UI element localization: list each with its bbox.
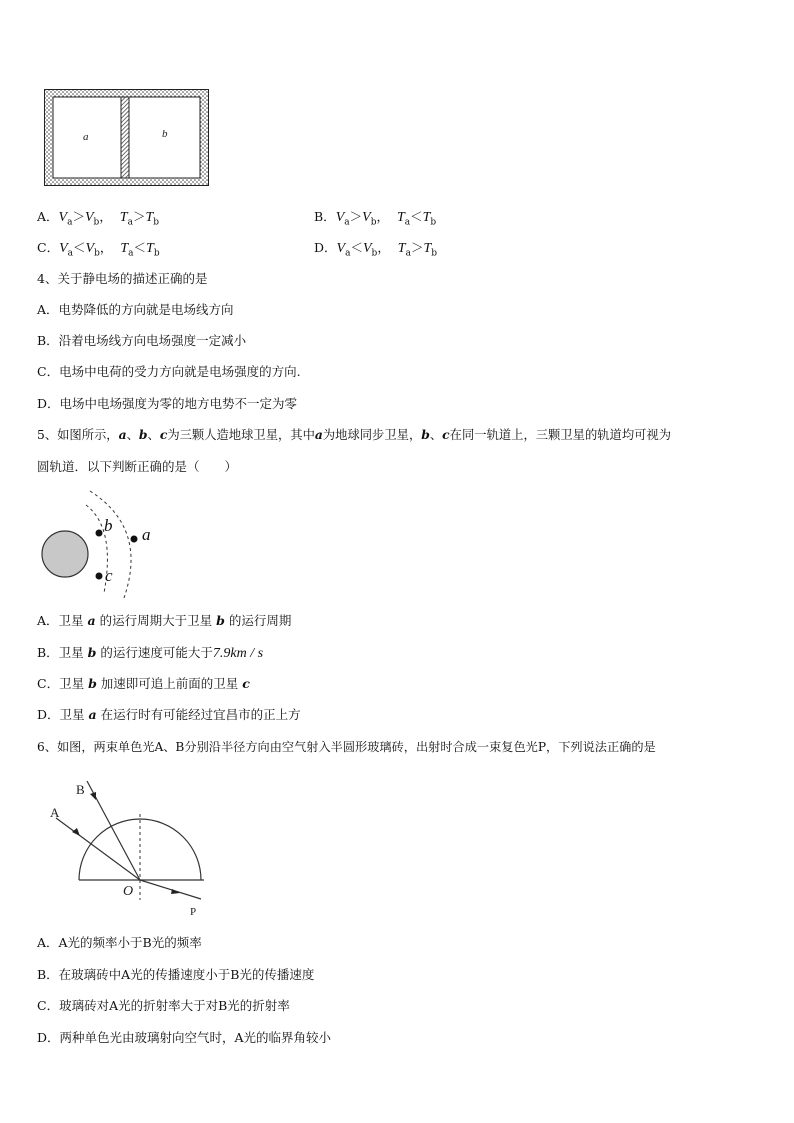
arrow-b [90, 792, 96, 800]
label-B: B [76, 782, 85, 797]
satellite-orbit-figure [40, 488, 170, 598]
q4-option-b: B．沿着电场线方向电场强度一定减小 [37, 333, 247, 348]
q6-option-c: C．玻璃砖对A光的折射率大于对B光的折射率 [37, 998, 290, 1013]
container-figure [44, 89, 210, 187]
q5-option-a: A．卫星 a 的运行周期大于卫星 b 的运行周期 [37, 613, 292, 628]
glass-brick-figure [44, 770, 214, 920]
satellite-a [131, 536, 138, 543]
label-b: b [104, 516, 113, 535]
label-a: a [142, 525, 151, 544]
q5-stem-line1: 5、如图所示，a、b、c为三颗人造地球卫星，其中a为地球同步卫星，b、c在同一轨道上，三颗卫星的轨道均可视为 [37, 427, 672, 442]
q5-option-c: C．卫星 b 加速即可追上前面的卫星 c [37, 676, 250, 691]
label-A: A [50, 805, 60, 820]
label-P: P [190, 906, 197, 918]
satellite-b [96, 530, 103, 537]
q6-option-d: D．两种单色光由玻璃射向空气时，A光的临界角较小 [37, 1030, 332, 1045]
q5-stem-line2: 圆轨道．以下判断正确的是（ ） [37, 459, 238, 474]
arrow-a [72, 828, 80, 836]
q5-option-b: B．卫星 b 的运行速度可能大于7.9km / s [37, 645, 264, 661]
q6-option-a: A．A光的频率小于B光的频率 [37, 935, 202, 950]
q4-option-a: A．电势降低的方向就是电场线方向 [37, 302, 234, 317]
q5-option-d: D．卫星 a 在运行时有可能经过宜昌市的正上方 [37, 707, 301, 722]
q6-stem: 6、如图，两束单色光A、B分别沿半径方向由空气射入半圆形玻璃砖，出射时合成一束复色光P，下列说法正确的是 [37, 740, 656, 754]
q3-option-d: D．$V_a<V_b$， $T_a>T_b$ [314, 240, 438, 259]
label-c: c [105, 566, 113, 585]
q4-option-c: C．电场中电荷的受力方向就是电场强度的方向. [37, 364, 301, 379]
earth-circle [42, 531, 88, 577]
gas-b-label: b [162, 128, 168, 140]
q4-stem: 4、关于静电场的描述正确的是 [37, 271, 208, 286]
q6-option-b: B．在玻璃砖中A光的传播速度小于B光的传播速度 [37, 967, 315, 982]
gas-a-label: a [83, 131, 89, 143]
q3-option-c: C．$V_a<V_b$， $T_a<T_b$ [37, 240, 160, 259]
q3-option-a: A．$V_a>V_b$， $T_a>T_b$ [37, 209, 160, 228]
label-O: O [123, 884, 134, 899]
ray-p [140, 880, 201, 899]
satellite-c [96, 573, 103, 580]
piston [121, 97, 129, 178]
ray-a [56, 818, 140, 880]
q3-option-b: B．$V_a>V_b$， $T_a<T_b$ [314, 209, 437, 228]
q4-option-d: D．电场中电场强度为零的地方电势不一定为零 [37, 396, 298, 411]
